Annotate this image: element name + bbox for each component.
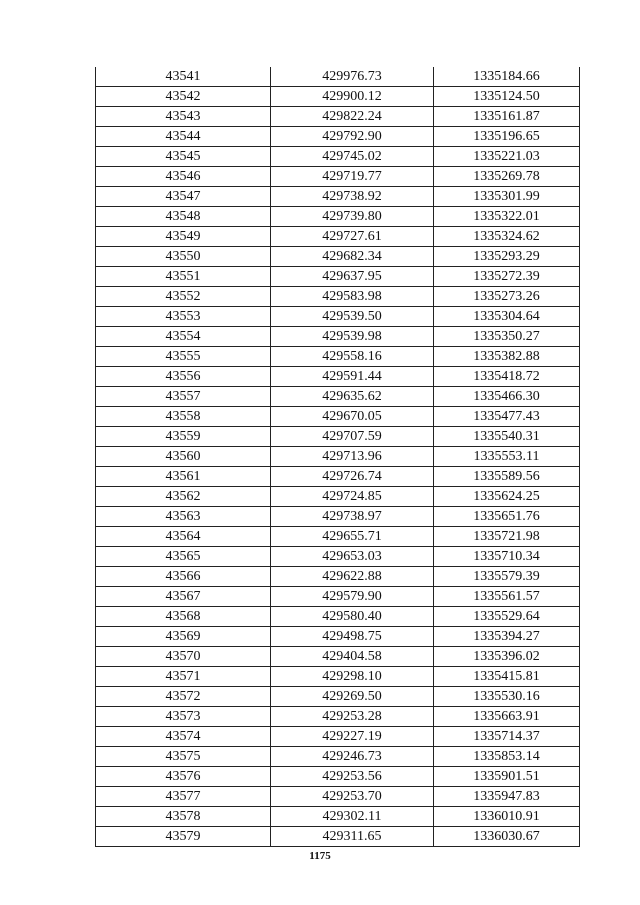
x-coordinate-cell: 429707.59 (271, 427, 434, 447)
point-id-cell: 43548 (96, 207, 271, 227)
y-coordinate-cell: 1335721.98 (434, 527, 580, 547)
y-coordinate-cell: 1335324.62 (434, 227, 580, 247)
x-coordinate-cell: 429579.90 (271, 587, 434, 607)
x-coordinate-cell: 429591.44 (271, 367, 434, 387)
x-coordinate-cell: 429719.77 (271, 167, 434, 187)
point-id-cell: 43551 (96, 267, 271, 287)
x-coordinate-cell: 429726.74 (271, 467, 434, 487)
point-id-cell: 43554 (96, 327, 271, 347)
y-coordinate-cell: 1335396.02 (434, 647, 580, 667)
table-row (96, 787, 580, 807)
table-row (96, 567, 580, 587)
y-coordinate-cell: 1335269.78 (434, 167, 580, 187)
table-row (96, 747, 580, 767)
y-coordinate-cell: 1335382.88 (434, 347, 580, 367)
table-row (96, 767, 580, 787)
page-number: 1175 (309, 850, 331, 862)
point-id-cell: 43543 (96, 107, 271, 127)
point-id-cell: 43566 (96, 567, 271, 587)
x-coordinate-cell: 429738.97 (271, 507, 434, 527)
y-coordinate-cell: 1335529.64 (434, 607, 580, 627)
x-coordinate-cell: 429637.95 (271, 267, 434, 287)
y-coordinate-cell: 1335322.01 (434, 207, 580, 227)
table-row (96, 87, 580, 107)
x-coordinate-cell: 429622.88 (271, 567, 434, 587)
y-coordinate-cell: 1335561.57 (434, 587, 580, 607)
point-id-cell: 43541 (96, 67, 271, 87)
x-coordinate-cell: 429739.80 (271, 207, 434, 227)
table-row (96, 207, 580, 227)
point-id-cell: 43567 (96, 587, 271, 607)
x-coordinate-cell: 429724.85 (271, 487, 434, 507)
y-coordinate-cell: 1335589.56 (434, 467, 580, 487)
table-row (96, 247, 580, 267)
table-row (96, 667, 580, 687)
table-row (96, 627, 580, 647)
y-coordinate-cell: 1335301.99 (434, 187, 580, 207)
x-coordinate-cell: 429253.70 (271, 787, 434, 807)
point-id-cell: 43575 (96, 747, 271, 767)
point-id-cell: 43568 (96, 607, 271, 627)
x-coordinate-cell: 429539.98 (271, 327, 434, 347)
table-row (96, 647, 580, 667)
y-coordinate-cell: 1335553.11 (434, 447, 580, 467)
y-coordinate-cell: 1335901.51 (434, 767, 580, 787)
x-coordinate-cell: 429253.56 (271, 767, 434, 787)
point-id-cell: 43544 (96, 127, 271, 147)
table-row (96, 147, 580, 167)
y-coordinate-cell: 1335415.81 (434, 667, 580, 687)
y-coordinate-cell: 1335124.50 (434, 87, 580, 107)
point-id-cell: 43546 (96, 167, 271, 187)
y-coordinate-cell: 1335184.66 (434, 67, 580, 87)
table-row (96, 447, 580, 467)
x-coordinate-cell: 429670.05 (271, 407, 434, 427)
table-row (96, 507, 580, 527)
x-coordinate-cell: 429253.28 (271, 707, 434, 727)
x-coordinate-cell: 429822.24 (271, 107, 434, 127)
table-row (96, 327, 580, 347)
coordinate-table-body (96, 67, 580, 847)
table-row (96, 287, 580, 307)
y-coordinate-cell: 1335477.43 (434, 407, 580, 427)
y-coordinate-cell: 1335663.91 (434, 707, 580, 727)
point-id-cell: 43560 (96, 447, 271, 467)
y-coordinate-cell: 1335624.25 (434, 487, 580, 507)
y-coordinate-cell: 1335540.31 (434, 427, 580, 447)
point-id-cell: 43574 (96, 727, 271, 747)
x-coordinate-cell: 429302.11 (271, 807, 434, 827)
x-coordinate-cell: 429498.75 (271, 627, 434, 647)
table-row (96, 467, 580, 487)
table-row (96, 547, 580, 567)
point-id-cell: 43565 (96, 547, 271, 567)
coordinate-table-container (95, 67, 578, 847)
point-id-cell: 43557 (96, 387, 271, 407)
x-coordinate-cell: 429738.92 (271, 187, 434, 207)
x-coordinate-cell: 429745.02 (271, 147, 434, 167)
x-coordinate-cell: 429976.73 (271, 67, 434, 87)
point-id-cell: 43542 (96, 87, 271, 107)
point-id-cell: 43561 (96, 467, 271, 487)
x-coordinate-cell: 429311.65 (271, 827, 434, 847)
x-coordinate-cell: 429269.50 (271, 687, 434, 707)
y-coordinate-cell: 1336010.91 (434, 807, 580, 827)
y-coordinate-cell: 1335714.37 (434, 727, 580, 747)
table-row (96, 587, 580, 607)
y-coordinate-cell: 1335418.72 (434, 367, 580, 387)
point-id-cell: 43578 (96, 807, 271, 827)
table-row (96, 107, 580, 127)
y-coordinate-cell: 1335350.27 (434, 327, 580, 347)
y-coordinate-cell: 1335304.64 (434, 307, 580, 327)
y-coordinate-cell: 1335710.34 (434, 547, 580, 567)
y-coordinate-cell: 1335466.30 (434, 387, 580, 407)
point-id-cell: 43563 (96, 507, 271, 527)
point-id-cell: 43553 (96, 307, 271, 327)
x-coordinate-cell: 429713.96 (271, 447, 434, 467)
y-coordinate-cell: 1335651.76 (434, 507, 580, 527)
y-coordinate-cell: 1335161.87 (434, 107, 580, 127)
y-coordinate-cell: 1335947.83 (434, 787, 580, 807)
table-row (96, 407, 580, 427)
y-coordinate-cell: 1335272.39 (434, 267, 580, 287)
table-row (96, 727, 580, 747)
x-coordinate-cell: 429583.98 (271, 287, 434, 307)
table-row (96, 607, 580, 627)
x-coordinate-cell: 429539.50 (271, 307, 434, 327)
point-id-cell: 43562 (96, 487, 271, 507)
x-coordinate-cell: 429580.40 (271, 607, 434, 627)
x-coordinate-cell: 429653.03 (271, 547, 434, 567)
y-coordinate-cell: 1335293.29 (434, 247, 580, 267)
y-coordinate-cell: 1335196.65 (434, 127, 580, 147)
x-coordinate-cell: 429727.61 (271, 227, 434, 247)
x-coordinate-cell: 429900.12 (271, 87, 434, 107)
point-id-cell: 43558 (96, 407, 271, 427)
x-coordinate-cell: 429298.10 (271, 667, 434, 687)
point-id-cell: 43555 (96, 347, 271, 367)
point-id-cell: 43545 (96, 147, 271, 167)
table-row (96, 227, 580, 247)
table-row (96, 307, 580, 327)
point-id-cell: 43571 (96, 667, 271, 687)
x-coordinate-cell: 429682.34 (271, 247, 434, 267)
table-row (96, 527, 580, 547)
y-coordinate-cell: 1335530.16 (434, 687, 580, 707)
x-coordinate-cell: 429227.19 (271, 727, 434, 747)
y-coordinate-cell: 1335579.39 (434, 567, 580, 587)
table-row (96, 67, 580, 87)
point-id-cell: 43577 (96, 787, 271, 807)
table-row (96, 707, 580, 727)
point-id-cell: 43570 (96, 647, 271, 667)
point-id-cell: 43550 (96, 247, 271, 267)
table-row (96, 687, 580, 707)
table-row (96, 387, 580, 407)
point-id-cell: 43576 (96, 767, 271, 787)
point-id-cell: 43556 (96, 367, 271, 387)
y-coordinate-cell: 1336030.67 (434, 827, 580, 847)
table-row (96, 347, 580, 367)
x-coordinate-cell: 429635.62 (271, 387, 434, 407)
table-row (96, 367, 580, 387)
point-id-cell: 43549 (96, 227, 271, 247)
point-id-cell: 43572 (96, 687, 271, 707)
point-id-cell: 43547 (96, 187, 271, 207)
x-coordinate-cell: 429246.73 (271, 747, 434, 767)
x-coordinate-cell: 429558.16 (271, 347, 434, 367)
table-row (96, 267, 580, 287)
table-row (96, 827, 580, 847)
table-row (96, 487, 580, 507)
point-id-cell: 43573 (96, 707, 271, 727)
x-coordinate-cell: 429655.71 (271, 527, 434, 547)
point-id-cell: 43569 (96, 627, 271, 647)
table-row (96, 187, 580, 207)
y-coordinate-cell: 1335394.27 (434, 627, 580, 647)
table-row (96, 427, 580, 447)
x-coordinate-cell: 429404.58 (271, 647, 434, 667)
x-coordinate-cell: 429792.90 (271, 127, 434, 147)
point-id-cell: 43579 (96, 827, 271, 847)
coordinate-table (95, 67, 580, 847)
point-id-cell: 43559 (96, 427, 271, 447)
table-row (96, 127, 580, 147)
table-row (96, 167, 580, 187)
y-coordinate-cell: 1335273.26 (434, 287, 580, 307)
point-id-cell: 43564 (96, 527, 271, 547)
point-id-cell: 43552 (96, 287, 271, 307)
y-coordinate-cell: 1335853.14 (434, 747, 580, 767)
y-coordinate-cell: 1335221.03 (434, 147, 580, 167)
table-row (96, 807, 580, 827)
